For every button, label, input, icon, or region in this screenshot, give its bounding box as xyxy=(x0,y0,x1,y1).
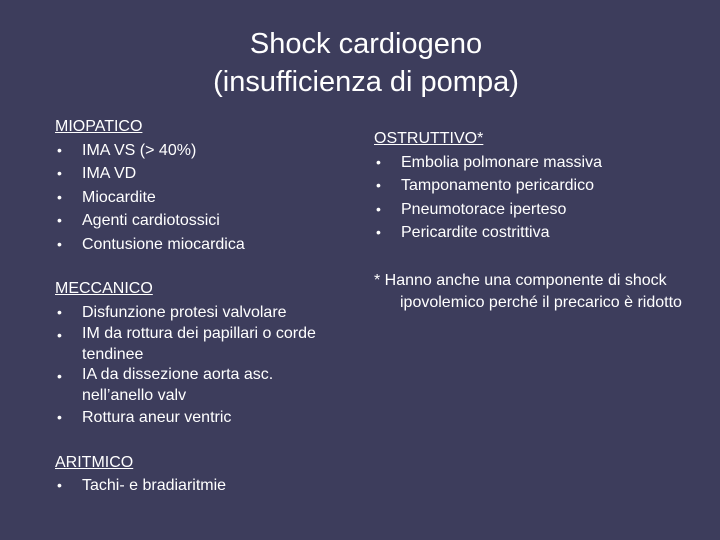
cause-list xyxy=(55,301,355,430)
title-line-2: (insufficienza di pompa) xyxy=(213,66,519,98)
section-aritmico xyxy=(55,451,355,498)
list-item xyxy=(374,174,674,198)
list-item xyxy=(55,365,355,406)
section-heading: OSTRUTTIVO* xyxy=(374,130,484,147)
bullet-icon: • xyxy=(57,303,62,320)
section-heading: MECCANICO xyxy=(55,280,153,297)
list-item xyxy=(55,301,355,325)
list-item-text: Tachi- e bradiaritmie xyxy=(82,477,227,494)
footnote: * Hanno anche una componente di shock ipovolemico perché il precarico è ridotto xyxy=(374,271,682,311)
bullet-icon: • xyxy=(376,153,381,170)
list-item-text: Embolia polmonare massiva xyxy=(401,153,602,171)
list-item-text: Rottura aneur ventric xyxy=(82,409,232,426)
cause-list xyxy=(55,474,355,498)
list-item-text: IA da dissezione aorta asc. xyxy=(82,366,274,383)
list-item xyxy=(55,139,355,163)
section-heading: ARITMICO xyxy=(55,453,134,471)
bullet-icon: • xyxy=(57,409,62,425)
bullet-icon: • xyxy=(376,200,381,217)
list-item xyxy=(374,198,674,222)
list-item-text: Contusione miocardica xyxy=(82,235,245,253)
cause-list xyxy=(55,139,355,257)
bullet-icon: • xyxy=(376,177,381,193)
list-item-text: Disfunzione protesi valvolare xyxy=(82,303,287,321)
list-item-text: Pericardite costrittiva xyxy=(401,224,550,241)
list-item xyxy=(55,186,355,210)
left-column xyxy=(55,115,355,498)
list-item xyxy=(55,324,355,365)
list-item xyxy=(55,233,355,257)
section-heading: MIOPATICO xyxy=(55,118,143,135)
list-item xyxy=(55,474,355,498)
list-item xyxy=(374,221,674,245)
list-item-text: Tamponamento pericardico xyxy=(401,177,594,194)
list-item xyxy=(374,151,674,175)
section-miopatico xyxy=(55,115,355,256)
list-item xyxy=(55,162,355,186)
bullet-icon: • xyxy=(57,212,62,228)
list-item xyxy=(55,209,355,233)
cause-list xyxy=(374,151,674,245)
bullet-icon: • xyxy=(57,165,62,181)
list-item-text: Pneumotorace iperteso xyxy=(401,200,567,218)
slide-title xyxy=(0,25,720,101)
bullet-icon: • xyxy=(57,368,62,384)
bullet-icon: • xyxy=(57,235,62,252)
list-item xyxy=(55,406,355,430)
title-line-1: Shock cardiogeno xyxy=(249,28,483,60)
bullet-icon: • xyxy=(57,477,62,493)
bullet-icon: • xyxy=(57,141,62,158)
bullet-icon: • xyxy=(57,327,62,343)
bullet-icon: • xyxy=(376,224,381,240)
list-item-text: IMA VS (> 40%) xyxy=(82,141,197,159)
section-meccanico xyxy=(55,277,355,430)
list-item-text: IM da rottura dei papillari o corde xyxy=(82,325,316,342)
list-item-text-cont: nell’anello valv xyxy=(82,386,187,404)
list-item-text-cont: tendinee xyxy=(82,345,144,363)
bullet-icon: • xyxy=(57,188,62,205)
list-item-text: Agenti cardiotossici xyxy=(82,212,220,229)
list-item-text: IMA VD xyxy=(82,165,137,182)
right-column xyxy=(374,127,682,314)
section-ostruttivo xyxy=(374,127,674,245)
list-item-text: Miocardite xyxy=(82,188,156,206)
